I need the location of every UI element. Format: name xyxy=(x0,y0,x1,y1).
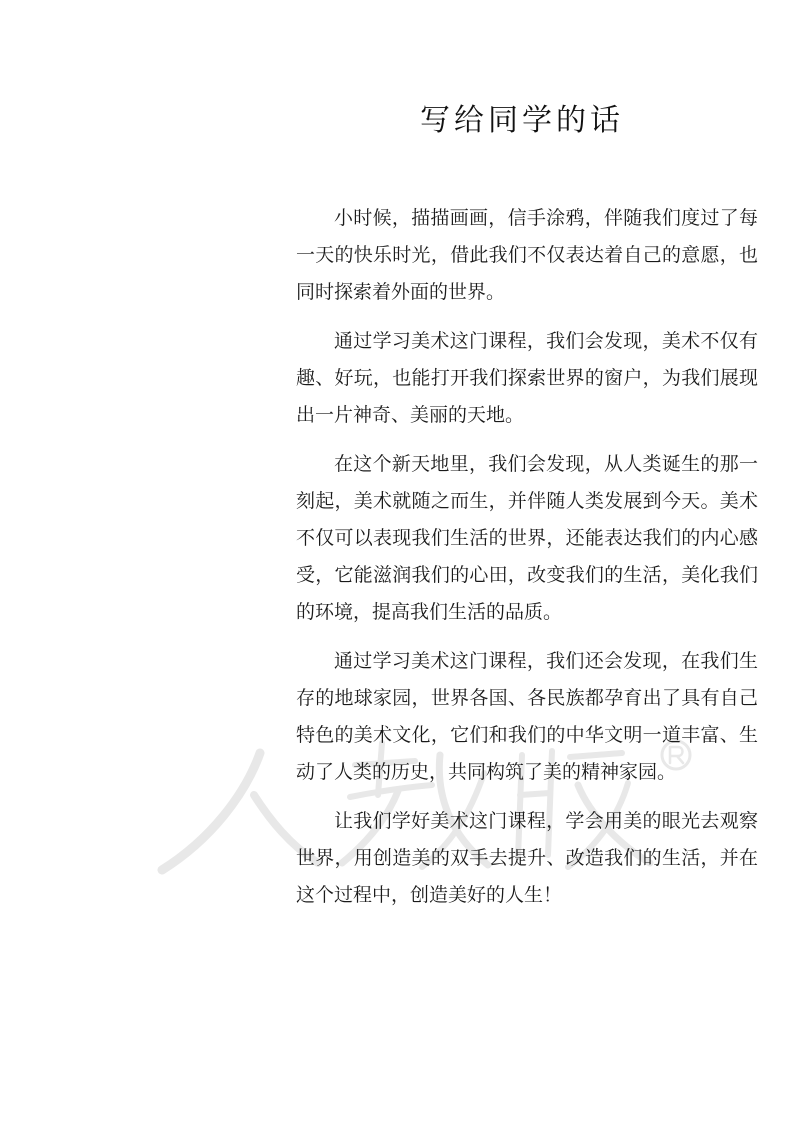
paragraph: 在这个新天地里，我们会发现，从人类诞生的那一刻起，美术就随之而生，并伴随人类发展到今天。美术不仅可以表现我们生活的世界，还能表达我们的内心感受，它能滋润我们的心田，改变我们的生活，美化我们的环境，提高我们生活的品质。 xyxy=(296,453,758,623)
paragraph: 通过学习美术这门课程，我们会发现，美术不仅有趣、好玩，也能打开我们探索世界的窗户，为我们展现出一片神奇、美丽的天地。 xyxy=(296,330,758,426)
paragraph: 小时候，描描画画，信手涂鸦，伴随我们度过了每一天的快乐时光，借此我们不仅表达着自己的意愿，也同时探索着外面的世界。 xyxy=(296,207,758,303)
paragraph: 通过学习美术这门课程，我们还会发现，在我们生存的地球家园，世界各国、各民族都孕育出了具有自己特色的美术文化，它们和我们的中华文明一道丰富、生动了人类的历史，共同构筑了美的精神家园。 xyxy=(296,650,758,783)
page-title: 写给同学的话 xyxy=(420,103,624,138)
body-text xyxy=(296,200,758,914)
paragraph: 让我们学好美术这门课程，学会用美的眼光去观察世界，用创造美的双手去提升、改造我们的生活，并在这个过程中，创造美好的人生！ xyxy=(296,810,758,906)
